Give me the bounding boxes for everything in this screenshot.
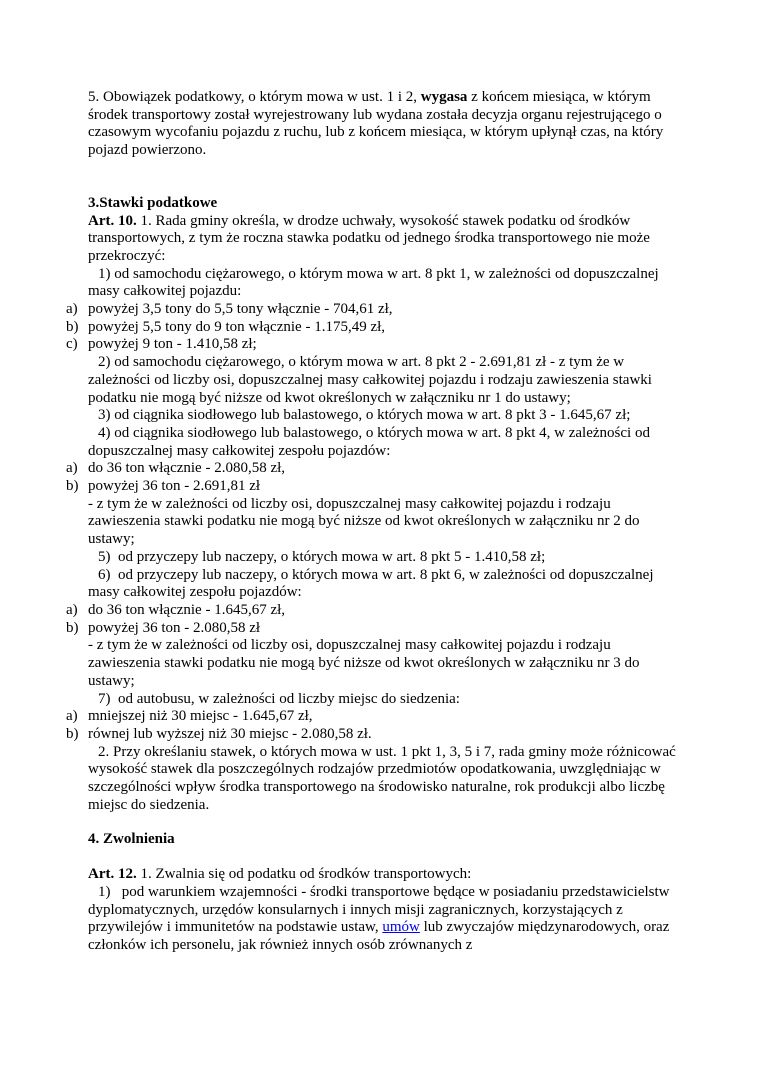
list-item-4: 4) od ciągnika siodłowego lub balastowego, o których mowa w art. 8 pkt 4, w zależności od dopuszczalnej masy całkowitej zespołu pojazdów: (88, 424, 654, 459)
note-zalacznik-2: - z tym że w zależności od liczby osi, dopuszczalnej masy całkowitej pojazdu i rodzaju zawieszenia stawki podatku nie mogą być niższe od kwot określonych w załączniku nr 2 do ustawy; (88, 495, 640, 548)
sub-item-text: równej lub wyższej niż 30 miejsc - 2.080,58 zł. (88, 725, 372, 742)
sub-item-a (66, 602, 678, 620)
emphasis-wygasa: wygasa (420, 89, 468, 105)
art-10-paragraph (88, 213, 678, 266)
sub-item-b (66, 620, 678, 638)
heading-stawki-podatkowe: 3.Stawki podatkowe (88, 194, 218, 211)
sub-item-a (66, 301, 678, 319)
list-item-2: 2) od samochodu ciężarowego, o którym mowa w art. 8 pkt 2 - 2.691,81 zł - z tym że w zależności od liczby osi, dopuszczalnej masy całkowitej pojazdu i rodzaju zawieszenia stawki podatku nie mogą być niższe od kwot określonych w załączniku nr 1 do ustawy; (88, 354, 656, 406)
letter-label: b) (66, 478, 79, 495)
paragraph-ust-2: 2. Przy określaniu stawek, o których mowa w ust. 1 pkt 1, 3, 5 i 7, rada gminy może różnicować wysokość stawek dla poszczególnych rodzajów przedmiotów opodatkowania, uwzględniając w szczególności wpływ środka transportowego na środowisko naturalne, rok produkcji albo liczbę miejsc do siedzenia. (88, 743, 676, 813)
letter-label: a) (66, 301, 78, 318)
sub-item-text: powyżej 36 ton - 2.080,58 zł (88, 619, 261, 636)
list-item-1: 1) od samochodu ciężarowego, o którym mowa w art. 8 pkt 1, w zależności od dopuszczalnej masy całkowitej pojazdu: (88, 265, 663, 300)
sub-item-text: do 36 ton włącznie - 2.080,58 zł, (88, 460, 286, 477)
art-10-intro: 1. Rada gminy określa, w drodze uchwały, wysokość stawek podatku od środków transportowych, z tym że roczna stawka podatku od jednego środka transportowego nie może przekroczyć: (88, 212, 650, 264)
letter-label: c) (66, 336, 78, 353)
sub-item-b (66, 478, 678, 496)
art-12-label: Art. 12. (88, 866, 137, 883)
list-item-6: 6) od przyczepy lub naczepy, o których mowa w art. 8 pkt 6, w zależności od dopuszczalnej masy całkowitej zespołu pojazdów: (88, 566, 658, 601)
list-item-5: 5) od przyczepy lub naczepy, o których mowa w art. 8 pkt 5 - 1.410,58 zł; (98, 548, 546, 565)
paragraph-obowiazek-podatkowy (88, 89, 678, 160)
letter-label: a) (66, 708, 78, 725)
art-12-paragraph (88, 866, 678, 884)
sub-item-b (66, 726, 678, 744)
letter-label: b) (66, 619, 79, 636)
letter-label: a) (66, 601, 78, 618)
sub-item-text: powyżej 36 ton - 2.691,81 zł (88, 478, 261, 495)
umow-link[interactable]: umów (382, 919, 420, 936)
heading-zwolnienia: 4. Zwolnienia (88, 831, 175, 848)
sub-item-a (66, 460, 678, 478)
letter-label: b) (66, 725, 79, 742)
sub-item-a (66, 708, 678, 726)
sub-item-text: powyżej 5,5 tony do 9 ton włącznie - 1.175,49 zł, (88, 318, 386, 335)
letter-label: a) (66, 460, 78, 477)
list-item-12-1 (88, 884, 678, 955)
sub-item-text: mniejszej niż 30 miejsc - 1.645,67 zł, (88, 708, 313, 725)
paragraph-text: z końcem miesiąca, w którym środek transportowy został wyrejestrowany lub wydana została decyzja organu rejestrującego o czasowym wycofaniu pojazdu z ruchu, lub z końcem miesiąca, w którym upłynął czas, na który pojazd powierzono. (88, 89, 664, 159)
art-10-label: Art. 10. (88, 212, 137, 229)
list-item-text: 1) pod warunkiem wzajemności - środki transportowe będące w posiadaniu przedstawicielstw dyplomatycznych, urzędów konsularnych i innych misji zagranicznych, korzystających z przywilejów i immunitetów na podstawie ustaw, (88, 883, 674, 936)
note-zalacznik-3: - z tym że w zależności od liczby osi, dopuszczalnej masy całkowitej pojazdu i rodzaju zawieszenia stawki podatku nie mogą być niższe od kwot określonych w załączniku nr 3 do ustawy; (88, 637, 640, 689)
sub-item-c (66, 336, 678, 354)
sub-item-text: powyżej 9 ton - 1.410,58 zł; (88, 336, 257, 353)
list-item-7: 7) od autobusu, w zależności od liczby miejsc do siedzenia: (98, 690, 460, 707)
paragraph-text: 5. Obowiązek podatkowy, o którym mowa w ust. 1 i 2, (88, 89, 421, 105)
sub-item-b (66, 319, 678, 337)
list-item-3: 3) od ciągnika siodłowego lub balastowego, o których mowa w art. 8 pkt 3 - 1.645,67 zł; (98, 407, 631, 424)
list-item-text: lub zwyczajów międzynarodowych, oraz członków ich personelu, jak również innych osób zrównanych z (88, 919, 674, 953)
sub-item-text: do 36 ton włącznie - 1.645,67 zł, (88, 601, 286, 618)
sub-item-text: powyżej 3,5 tony do 5,5 tony włącznie - 704,61 zł, (88, 301, 393, 318)
art-12-intro: 1. Zwalnia się od podatku od środków transportowych: (136, 866, 472, 883)
letter-label: b) (66, 318, 79, 335)
